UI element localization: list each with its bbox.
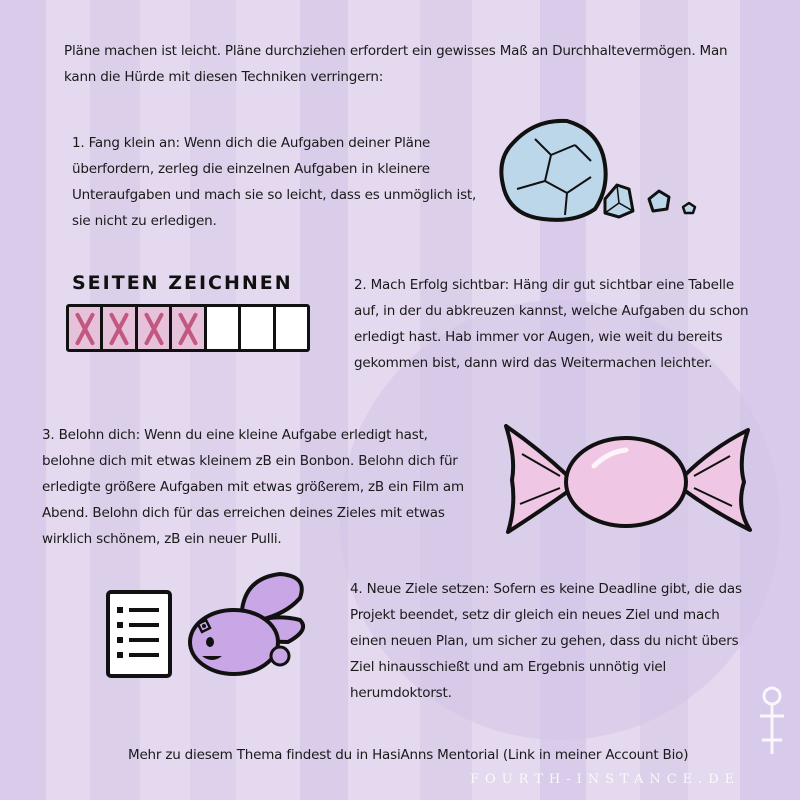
progress-title: SEITEN ZEICHNEN: [72, 272, 293, 294]
bunny-icon: [176, 570, 316, 680]
candy-icon: [498, 418, 758, 538]
progress-cell-checked: [138, 307, 172, 349]
checklist-icon: [104, 588, 174, 680]
progress-cell-empty: [276, 307, 307, 349]
progress-table: [66, 304, 310, 352]
progress-cell-checked: [69, 307, 103, 349]
progress-cell-empty: [207, 307, 241, 349]
intro-text: Pläne machen ist leicht. Pläne durchziehen erfordert ein gewisses Maß an Durchhaltevermögen. Man kann die Hürde mit diesen Techniken verringern:: [64, 43, 728, 85]
tip-1-text: 1. Fang klein an: Wenn dich die Aufgaben deiner Pläne überfordern, zerleg die einzelnen Aufgaben in kleinere Unteraufgaben und mach sie so leicht, dass es unmöglich ist, sie nicht zu erledigen.: [72, 135, 477, 229]
progress-cell-empty: [241, 307, 275, 349]
watermark-text: FOURTH-INSTANCE.DE: [470, 772, 741, 787]
ankh-logo-icon: [752, 680, 792, 760]
tip-4-text: 4. Neue Ziele setzen: Sofern es keine Deadline gibt, die das Projekt beendet, setz dir gleich ein neues Ziel und mach einen neuen Plan, um sicher zu gehen, dass du nicht übers Ziel hinausschießt und am Ergebnis unnötig viel herumdoktorst.: [350, 581, 742, 701]
tip-3-text: 3. Belohn dich: Wenn du eine kleine Aufgabe erledigt hast, belohne dich mit etwas kleinem zB ein Bonbon. Belohn dich für erledigte größere Aufgaben mit etwas größerem, zB ein Film am Abend. Belohn dich für das erreichen deines Zieles mit etwas wirklich schönem, zB ein neuer Pulli.: [42, 427, 464, 547]
tip-2-text: 2. Mach Erfolg sichtbar: Häng dir gut sichtbar eine Tabelle auf, in der du abkreuzen kannst, welche Aufgaben du schon erledigt hast. Hab immer vor Augen, wie weit du bereits gekommen bist, dann wird das Weitermachen leichter.: [354, 277, 749, 371]
broken-rock-icon: [495, 115, 705, 225]
footer-text: Mehr zu diesem Thema findest du in HasiAnns Mentorial (Link in meiner Account Bio): [128, 747, 689, 763]
progress-cell-checked: [103, 307, 137, 349]
progress-cell-checked: [172, 307, 206, 349]
